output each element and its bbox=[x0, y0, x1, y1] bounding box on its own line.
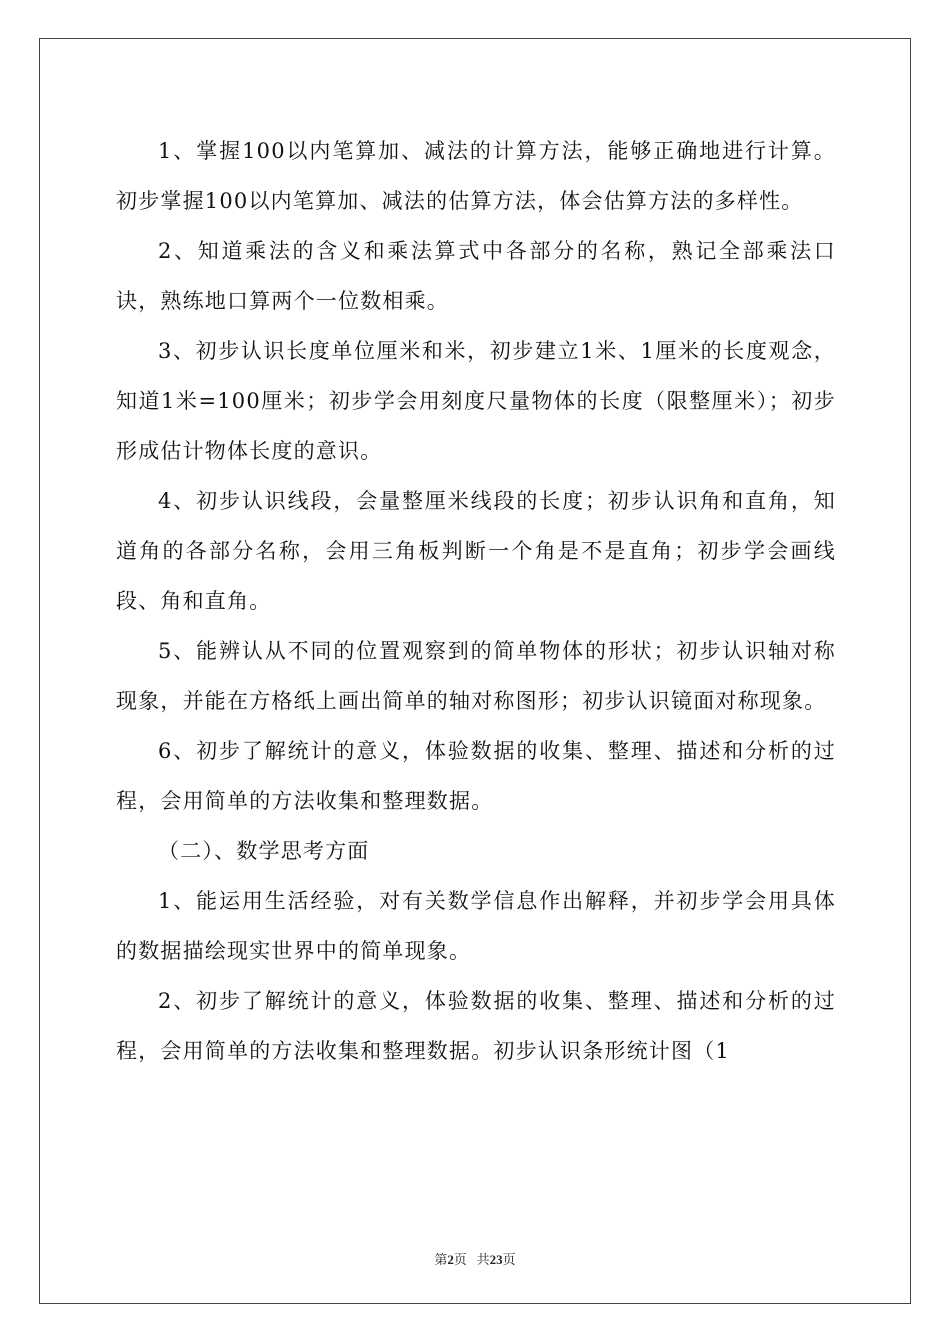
total-suffix: 页 bbox=[502, 1252, 516, 1267]
paragraph: 5、能辨认从不同的位置观察到的简单物体的形状；初步认识轴对称现象，并能在方格纸上画出简单的轴对称图形；初步认识镜面对称现象。 bbox=[116, 639, 836, 713]
paragraph: 1、掌握100以内笔算加、减法的计算方法，能够正确地进行计算。初步掌握100以内笔算加、减法的估算方法，体会估算方法的多样性。 bbox=[116, 139, 836, 213]
paragraph: 6、初步了解统计的意义，体验数据的收集、整理、描述和分析的过程，会用简单的方法收集和整理数据。 bbox=[116, 739, 836, 813]
total-prefix: 共 bbox=[476, 1252, 490, 1267]
section-heading: （二）、数学思考方面 bbox=[158, 839, 370, 863]
paragraph: 1、能运用生活经验，对有关数学信息作出解释，并初步学会用具体的数据描绘现实世界中的简单现象。 bbox=[116, 889, 836, 963]
paragraph: 2、知道乘法的含义和乘法算式中各部分的名称，熟记全部乘法口诀，熟练地口算两个一位数相乘。 bbox=[116, 239, 836, 313]
paragraph: 3、初步认识长度单位厘米和米，初步建立1米、1厘米的长度观念，知道1米=100厘米；初步学会用刻度尺量物体的长度（限整厘米）；初步形成估计物体长度的意识。 bbox=[116, 339, 836, 463]
paragraph: 2、初步了解统计的意义，体验数据的收集、整理、描述和分析的过程，会用简单的方法收集和整理数据。初步认识条形统计图（1 bbox=[116, 989, 836, 1063]
total-pages: 23 bbox=[489, 1252, 503, 1267]
paragraph: 4、初步认识线段，会量整厘米线段的长度；初步认识角和直角，知道角的各部分名称，会用三角板判断一个角是不是直角；初步学会画线段、角和直角。 bbox=[116, 489, 836, 613]
page-suffix: 页 bbox=[453, 1252, 467, 1267]
page-footer bbox=[0, 1249, 950, 1268]
page-number: 2 bbox=[447, 1252, 454, 1267]
page-prefix: 第 bbox=[434, 1252, 448, 1267]
document-body bbox=[116, 126, 836, 1076]
